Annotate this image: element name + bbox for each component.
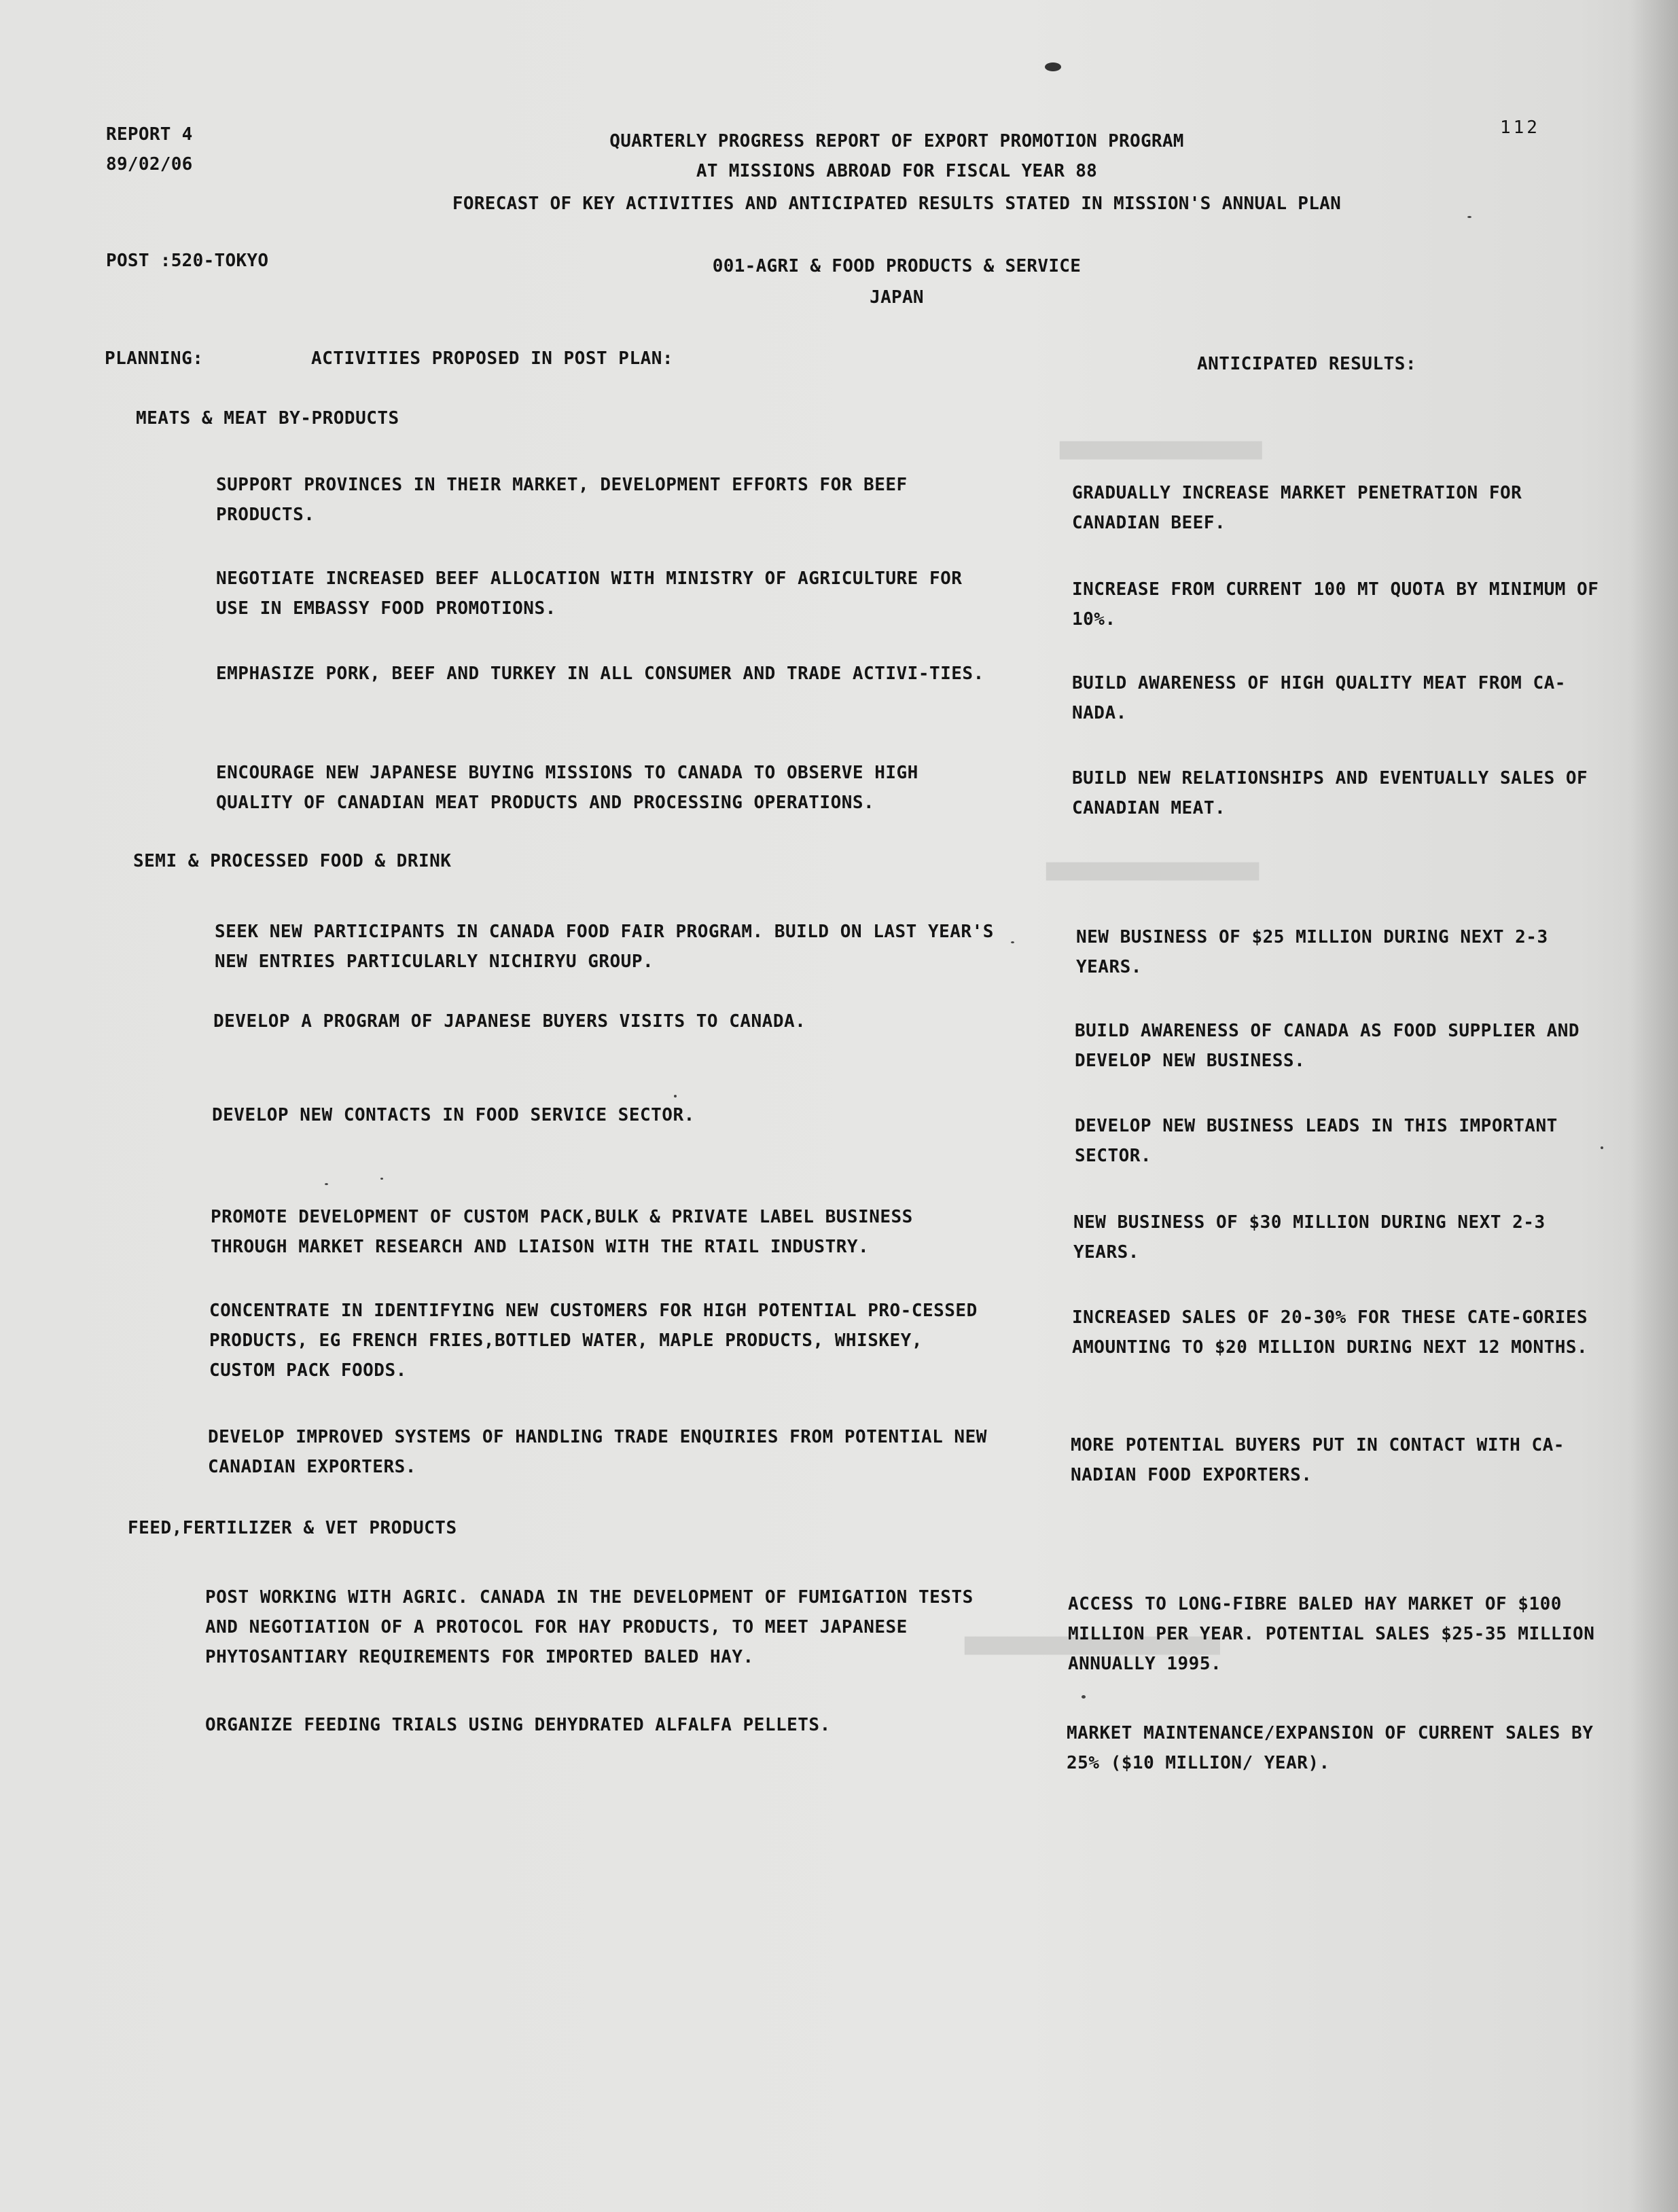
result-text: ACCESS TO LONG-FIBRE BALED HAY MARKET OF $100 MILLION PER YEAR. POTENTIAL SALES $25-35 MILLION ANNUALLY 1995. — [1068, 1594, 1595, 1674]
page-edge-shadow — [1630, 0, 1678, 2212]
result-text: INCREASE FROM CURRENT 100 MT QUOTA BY MINIMUM OF 10%. — [1072, 579, 1599, 630]
activity-text: DEVELOP IMPROVED SYSTEMS OF HANDLING TRADE ENQUIRIES FROM POTENTIAL NEW CANADIAN EXPORTERS. — [208, 1427, 987, 1477]
activity-text: ENCOURAGE NEW JAPANESE BUYING MISSIONS TO CANADA TO OBSERVE HIGH QUALITY OF CANADIAN MEAT PRODUCTS AND PROCESSING OPERATIONS. — [216, 763, 918, 813]
bleed-through-ghost-text: ▇▇▇▇▇▇▇▇▇▇▇▇▇▇▇▇▇▇▇ — [1060, 439, 1262, 460]
activity-text: SEEK NEW PARTICIPANTS IN CANADA FOOD FAIR PROGRAM. BUILD ON LAST YEAR'S NEW ENTRIES PARTICULARLY NICHIRYU GROUP. — [215, 922, 994, 972]
report-number: REPORT 4 — [106, 124, 193, 145]
result-text: MORE POTENTIAL BUYERS PUT IN CONTACT WITH CA-NADIAN FOOD EXPORTERS. — [1071, 1435, 1565, 1485]
report-title-line-1: QUARTERLY PROGRESS REPORT OF EXPORT PROMOTION PROGRAM — [609, 131, 1184, 151]
section-heading: MEATS & MEAT BY-PRODUCTS — [136, 408, 399, 429]
activity-text: DEVELOP A PROGRAM OF JAPANESE BUYERS VISITS TO CANADA. — [213, 1011, 806, 1032]
country-label: JAPAN — [870, 287, 924, 308]
result-text: BUILD AWARENESS OF CANADA AS FOOD SUPPLIER AND DEVELOP NEW BUSINESS. — [1075, 1021, 1580, 1071]
activity-text: SUPPORT PROVINCES IN THEIR MARKET, DEVELOPMENT EFFORTS FOR BEEF PRODUCTS. — [216, 475, 908, 525]
activity-text: ORGANIZE FEEDING TRIALS USING DEHYDRATED ALFALFA PELLETS. — [205, 1715, 831, 1735]
activity-text: PROMOTE DEVELOPMENT OF CUSTOM PACK,BULK & PRIVATE LABEL BUSINESS THROUGH MARKET RESEARCH AND LIAISON WITH THE RTAIL INDUSTRY. — [211, 1207, 913, 1257]
activity-text: POST WORKING WITH AGRIC. CANADA IN THE DEVELOPMENT OF FUMIGATION TESTS AND NEGOTIATION OF A PROTOCOL FOR HAY PRODUCTS, TO MEET JAPANESE PHYTOSANTIARY REQUIREMENTS FOR IMPORTED BALED HAY. — [205, 1587, 974, 1667]
sector-label: 001-AGRI & FOOD PRODUCTS & SERVICE — [712, 256, 1082, 276]
result-text: NEW BUSINESS OF $25 MILLION DURING NEXT 2-3 YEARS. — [1076, 927, 1548, 977]
result-text: INCREASED SALES OF 20-30% FOR THESE CATE-GORIES AMOUNTING TO $20 MILLION DURING NEXT 12 MONTHS. — [1072, 1307, 1588, 1358]
scan-speck — [325, 1183, 328, 1185]
post-label: POST :520-TOKYO — [106, 251, 269, 271]
report-title-line-2: AT MISSIONS ABROAD FOR FISCAL YEAR 88 — [696, 161, 1098, 181]
scan-speck — [1082, 1695, 1086, 1699]
activity-text: EMPHASIZE PORK, BEEF AND TURKEY IN ALL CONSUMER AND TRADE ACTIVI-TIES. — [216, 664, 984, 684]
bleed-through-ghost-text: ▇▇▇▇▇▇▇▇▇▇▇▇▇▇▇▇▇▇▇▇▇▇▇▇ — [965, 1635, 1220, 1655]
scan-speck — [380, 1178, 383, 1180]
report-title-line-3: FORECAST OF KEY ACTIVITIES AND ANTICIPATED RESULTS STATED IN MISSION'S ANNUAL PLAN — [452, 194, 1342, 214]
scan-speck — [1045, 62, 1061, 71]
planning-label: PLANNING: — [105, 348, 204, 369]
page-number: 112 — [1500, 117, 1540, 138]
section-heading: SEMI & PROCESSED FOOD & DRINK — [133, 851, 452, 871]
section-heading: FEED,FERTILIZER & VET PRODUCTS — [128, 1518, 457, 1538]
result-text: BUILD AWARENESS OF HIGH QUALITY MEAT FROM CA-NADA. — [1072, 673, 1566, 723]
result-text: BUILD NEW RELATIONSHIPS AND EVENTUALLY SALES OF CANADIAN MEAT. — [1072, 768, 1588, 818]
activity-text: DEVELOP NEW CONTACTS IN FOOD SERVICE SECTOR. — [212, 1105, 695, 1125]
result-text: GRADUALLY INCREASE MARKET PENETRATION FOR CANADIAN BEEF. — [1072, 483, 1522, 533]
activities-column-header: ACTIVITIES PROPOSED IN POST PLAN: — [311, 348, 674, 369]
activity-text: NEGOTIATE INCREASED BEEF ALLOCATION WITH MINISTRY OF AGRICULTURE FOR USE IN EMBASSY FOOD PROMOTIONS. — [216, 568, 963, 619]
result-text: MARKET MAINTENANCE/EXPANSION OF CURRENT SALES BY 25% ($10 MILLION/ YEAR). — [1067, 1723, 1594, 1773]
result-text: DEVELOP NEW BUSINESS LEADS IN THIS IMPORTANT SECTOR. — [1075, 1116, 1558, 1166]
activity-text: CONCENTRATE IN IDENTIFYING NEW CUSTOMERS FOR HIGH POTENTIAL PRO-CESSED PRODUCTS, EG FRENCH FRIES,BOTTLED WATER, MAPLE PRODUCTS, WHISKEY, CUSTOM PACK FOODS. — [209, 1301, 978, 1381]
bleed-through-ghost-text: ▇▇▇▇▇▇▇▇▇▇▇▇▇▇▇▇▇▇▇▇ — [1046, 860, 1260, 881]
results-column-header: ANTICIPATED RESULTS: — [1197, 354, 1417, 374]
report-date: 89/02/06 — [106, 154, 193, 175]
scan-speck — [674, 1095, 677, 1098]
result-text: NEW BUSINESS OF $30 MILLION DURING NEXT 2-3 YEARS. — [1073, 1212, 1546, 1263]
scan-speck — [1011, 941, 1014, 943]
